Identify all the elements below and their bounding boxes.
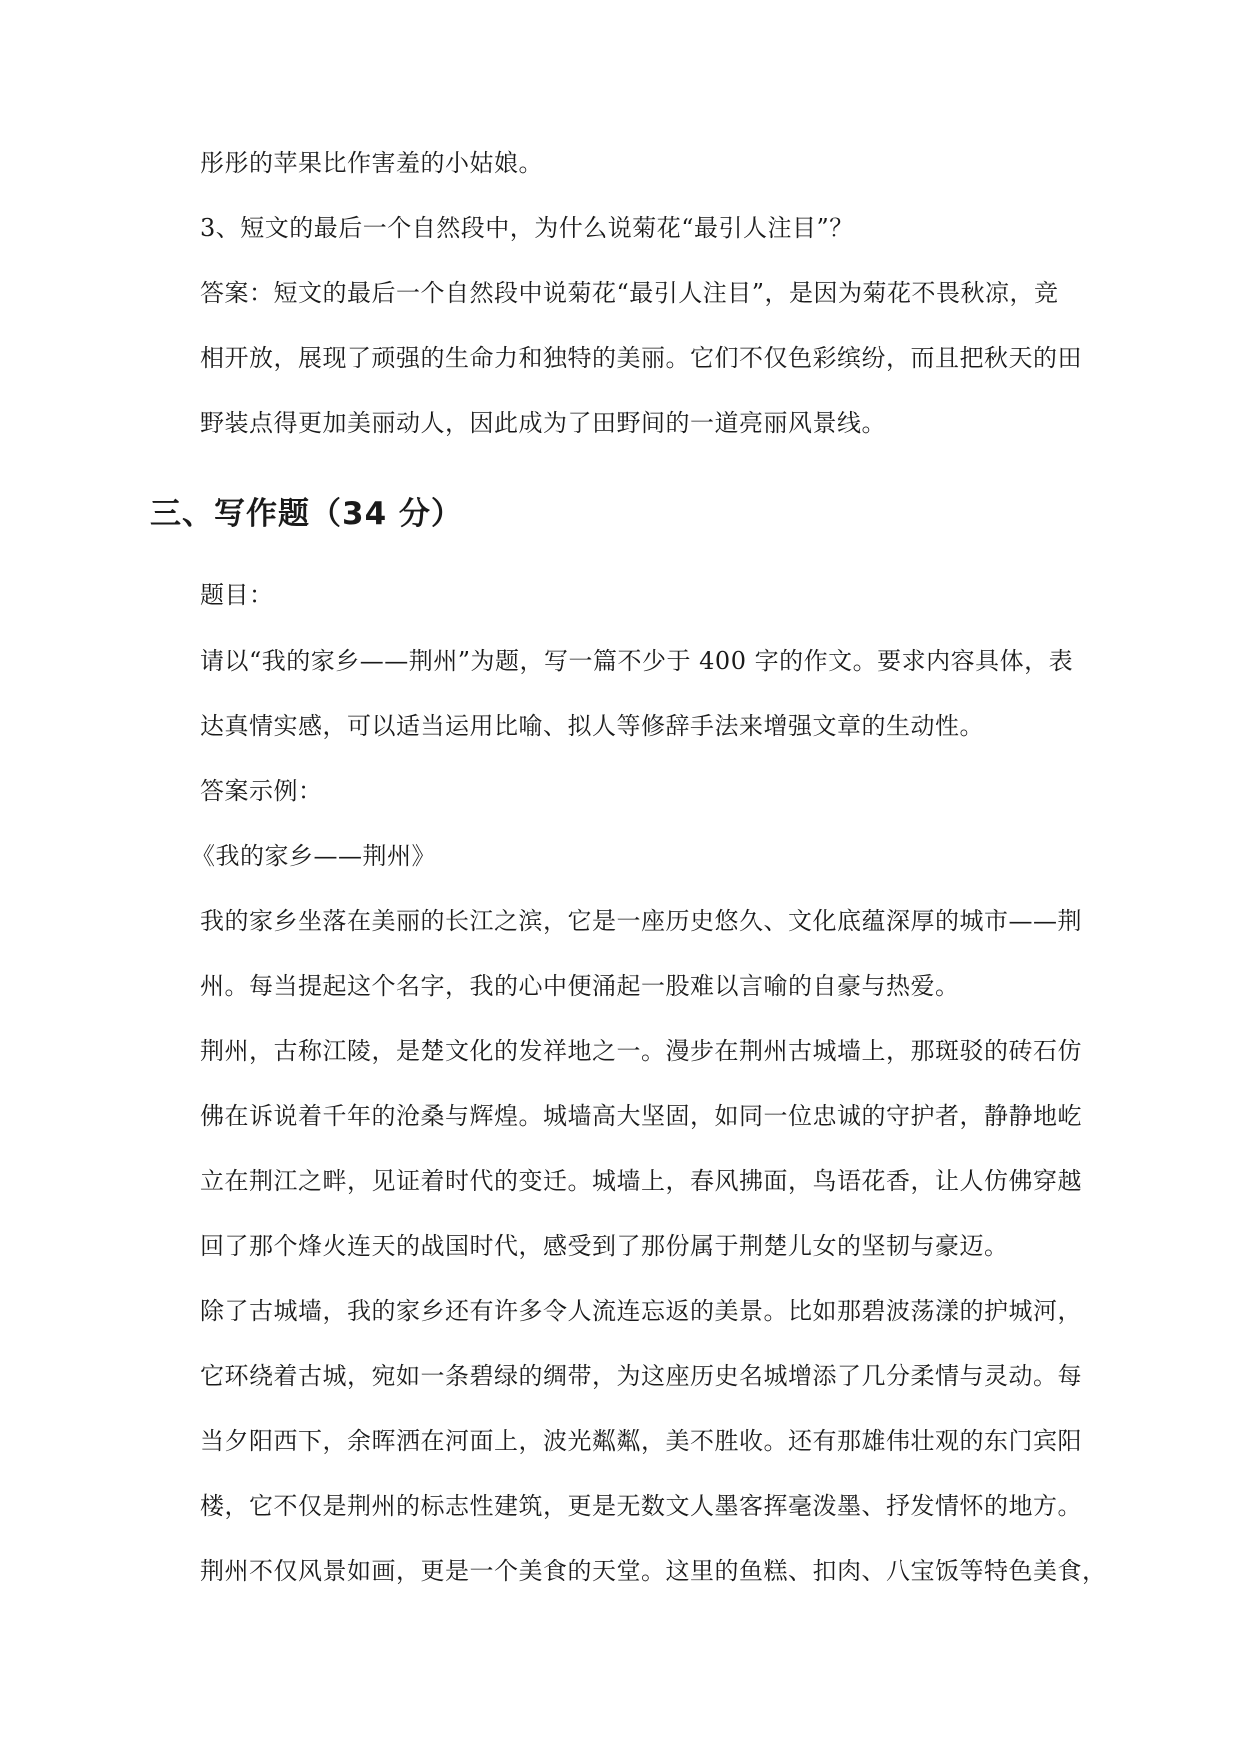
section-heading: 三、写作题（34 分） [150,496,463,532]
essay-line-2: 州。每当提起这个名字，我的心中便涌起一股难以言喻的自豪与热爱。 [200,972,960,1000]
answer-3-line-2: 相开放，展现了顽强的生命力和独特的美丽。它们不仅色彩缤纷，而且把秋天的田 [200,344,1082,372]
essay-line-5: 立在荆江之畔，见证着时代的变迁。城墙上，春风拂面，鸟语花香，让人仿佛穿越 [200,1167,1082,1195]
essay-line-7: 除了古城墙，我的家乡还有许多令人流连忘返的美景。比如那碧波荡漾的护城河， [200,1297,1082,1325]
question-3: 3、短文的最后一个自然段中，为什么说菊花“最引人注目”？ [200,214,854,242]
example-label: 答案示例： [200,777,323,805]
answer-3-line-3: 野装点得更加美丽动人，因此成为了田野间的一道亮丽风景线。 [200,409,886,437]
essay-line-11: 荆州不仅风景如画，更是一个美食的天堂。这里的鱼糕、扣肉、八宝饭等特色美食， [200,1557,1107,1585]
essay-line-6: 回了那个烽火连天的战国时代，感受到了那份属于荆楚儿女的坚韧与豪迈。 [200,1232,1009,1260]
essay-line-8: 它环绕着古城，宛如一条碧绿的绸带，为这座历史名城增添了几分柔情与灵动。每 [200,1362,1082,1390]
essay-title: 《我的家乡——荆州》 [191,842,436,870]
essay-line-4: 佛在诉说着千年的沧桑与辉煌。城墙高大坚固，如同一位忠诚的守护者，静静地屹 [200,1102,1082,1130]
essay-line-3: 荆州，古称江陵，是楚文化的发祥地之一。漫步在荆州古城墙上，那斑驳的砖石仿 [200,1037,1082,1065]
answer-3-line-1: 答案：短文的最后一个自然段中说菊花“最引人注目”，是因为菊花不畏秋凉，竞 [200,279,1059,307]
topic-text-line-2: 达真情实感，可以适当运用比喻、拟人等修辞手法来增强文章的生动性。 [200,712,984,740]
essay-line-1: 我的家乡坐落在美丽的长江之滨，它是一座历史悠久、文化底蕴深厚的城市——荆 [200,907,1082,935]
continuation-line: 彤彤的苹果比作害羞的小姑娘。 [200,149,543,177]
topic-text-line-1: 请以“我的家乡——荆州”为题，写一篇不少于 400 字的作文。要求内容具体，表 [200,647,1074,675]
essay-line-9: 当夕阳西下，余晖洒在河面上，波光粼粼，美不胜收。还有那雄伟壮观的东门宾阳 [200,1427,1082,1455]
essay-line-10: 楼，它不仅是荆州的标志性建筑，更是无数文人墨客挥毫泼墨、抒发情怀的地方。 [200,1492,1082,1520]
topic-label: 题目： [200,581,274,609]
